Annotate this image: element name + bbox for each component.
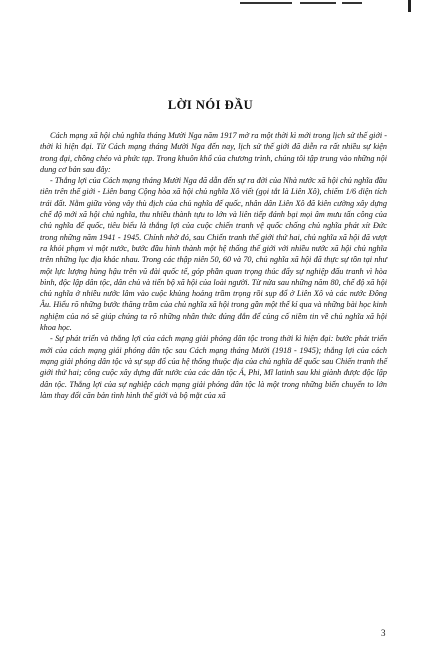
paragraph-intro: Cách mạng xã hội chủ nghĩa tháng Mười Nga năm 1917 mở ra một thời kì mới trong lịch sử thế giới - thời kì hiện đại. Từ Cách mạng tháng Mười Nga đến nay, lịch sử thế giới đã diễn ra rất nhiều sự kiện trong đại, chồng chéo và phức tạp. Trong khuôn khổ của chương trình, chúng tôi tập trung vào những nội dung cơ bản sau đây: xyxy=(40,131,387,174)
scan-header-marks xyxy=(240,0,400,6)
page-number: 3 xyxy=(381,628,386,638)
paragraph-liberation: - Sự phát triển và thắng lợi của cách mạng giải phóng dân tộc trong thời kì hiện đại: bước phát triển mới của cách mạng giải phóng dân tộc sau Cách mạng tháng Mười (1918 - 1945); thắng lợi của cách mạng giải phóng dân tộc và sự sụp đổ của hệ thống thuộc địa của chủ nghĩa đế quốc sau Chiến tranh thế giới thứ hai; công cuộc xây dựng đất nước của các dân tộc Á, Phi, Mĩ latinh sau khi giành được độc lập dân tộc. Thắng lợi của sự nghiệp cách mạng giải phóng dân tộc là một trong những biến chuyển to lớn làm thay đổi căn bản tình hình thế giới và bộ mặt của xã xyxy=(40,334,387,400)
page-title: LỜI NÓI ĐẦU xyxy=(167,98,254,112)
scan-edge-mark xyxy=(408,0,411,12)
body-text xyxy=(40,130,387,401)
scan-mark xyxy=(342,2,362,4)
scan-mark xyxy=(240,2,292,4)
paragraph-socialism: - Thắng lợi của Cách mạng tháng Mười Nga đã dẫn đến sự ra đời của Nhà nước xã hội chủ nghĩa đầu tiên trên thế giới - Liên bang Cộng hòa xã hội chủ nghĩa Xô viết (gọi tắt là Liên Xô), chiếm 1/6 diện tích trái đất. Nằm giữa vòng vây thù địch của chủ nghĩa đế quốc, nhân dân Liên Xô đã kiên cường xây dựng chế độ mới xã hội chủ nghĩa, thu nhiều thành tựu to lớn và liên tiếp đánh bại mọi âm mưu tấn công của chủ nghĩa đế quốc, tiêu biểu là thắng lợi của cuộc chiến tranh vệ quốc chống chủ nghĩa phát xít Đức trong những năm 1941 - 1945. Chính nhờ đó, sau Chiến tranh thế giới thứ hai, chủ nghĩa xã hội đã vượt ra khỏi phạm vi một nước, bước đầu hình thành một hệ thống thế giới với nhiều nước xã hội chủ nghĩa trên những lục địa khác nhau. Trong các thập niên 50, 60 và 70, chủ nghĩa xã hội đã thực sự tồn tại như một lực lượng hùng hậu trên vũ đài quốc tế, góp phần quan trọng thúc đẩy sự nghiệp đấu tranh vì hòa bình, độc lập dân tộc, dân chủ và tiến bộ xã hội của loài người. Từ nửa sau những năm 80, chế độ xã hội chủ nghĩa ở nhiều nước lâm vào cuộc khủng hoảng trầm trọng rồi sụp đổ ở Liên Xô và các nước Đông Âu. Hiểu rõ những bước thăng trầm của chủ nghĩa xã hội trong gần một thế kỉ qua và những bài học kinh nghiệm của nó sẽ giúp chúng ta rõ những nhân thức đúng đắn để củng cố niềm tin về chủ nghĩa xã hội khoa học. xyxy=(40,176,387,333)
scan-mark xyxy=(300,2,336,4)
